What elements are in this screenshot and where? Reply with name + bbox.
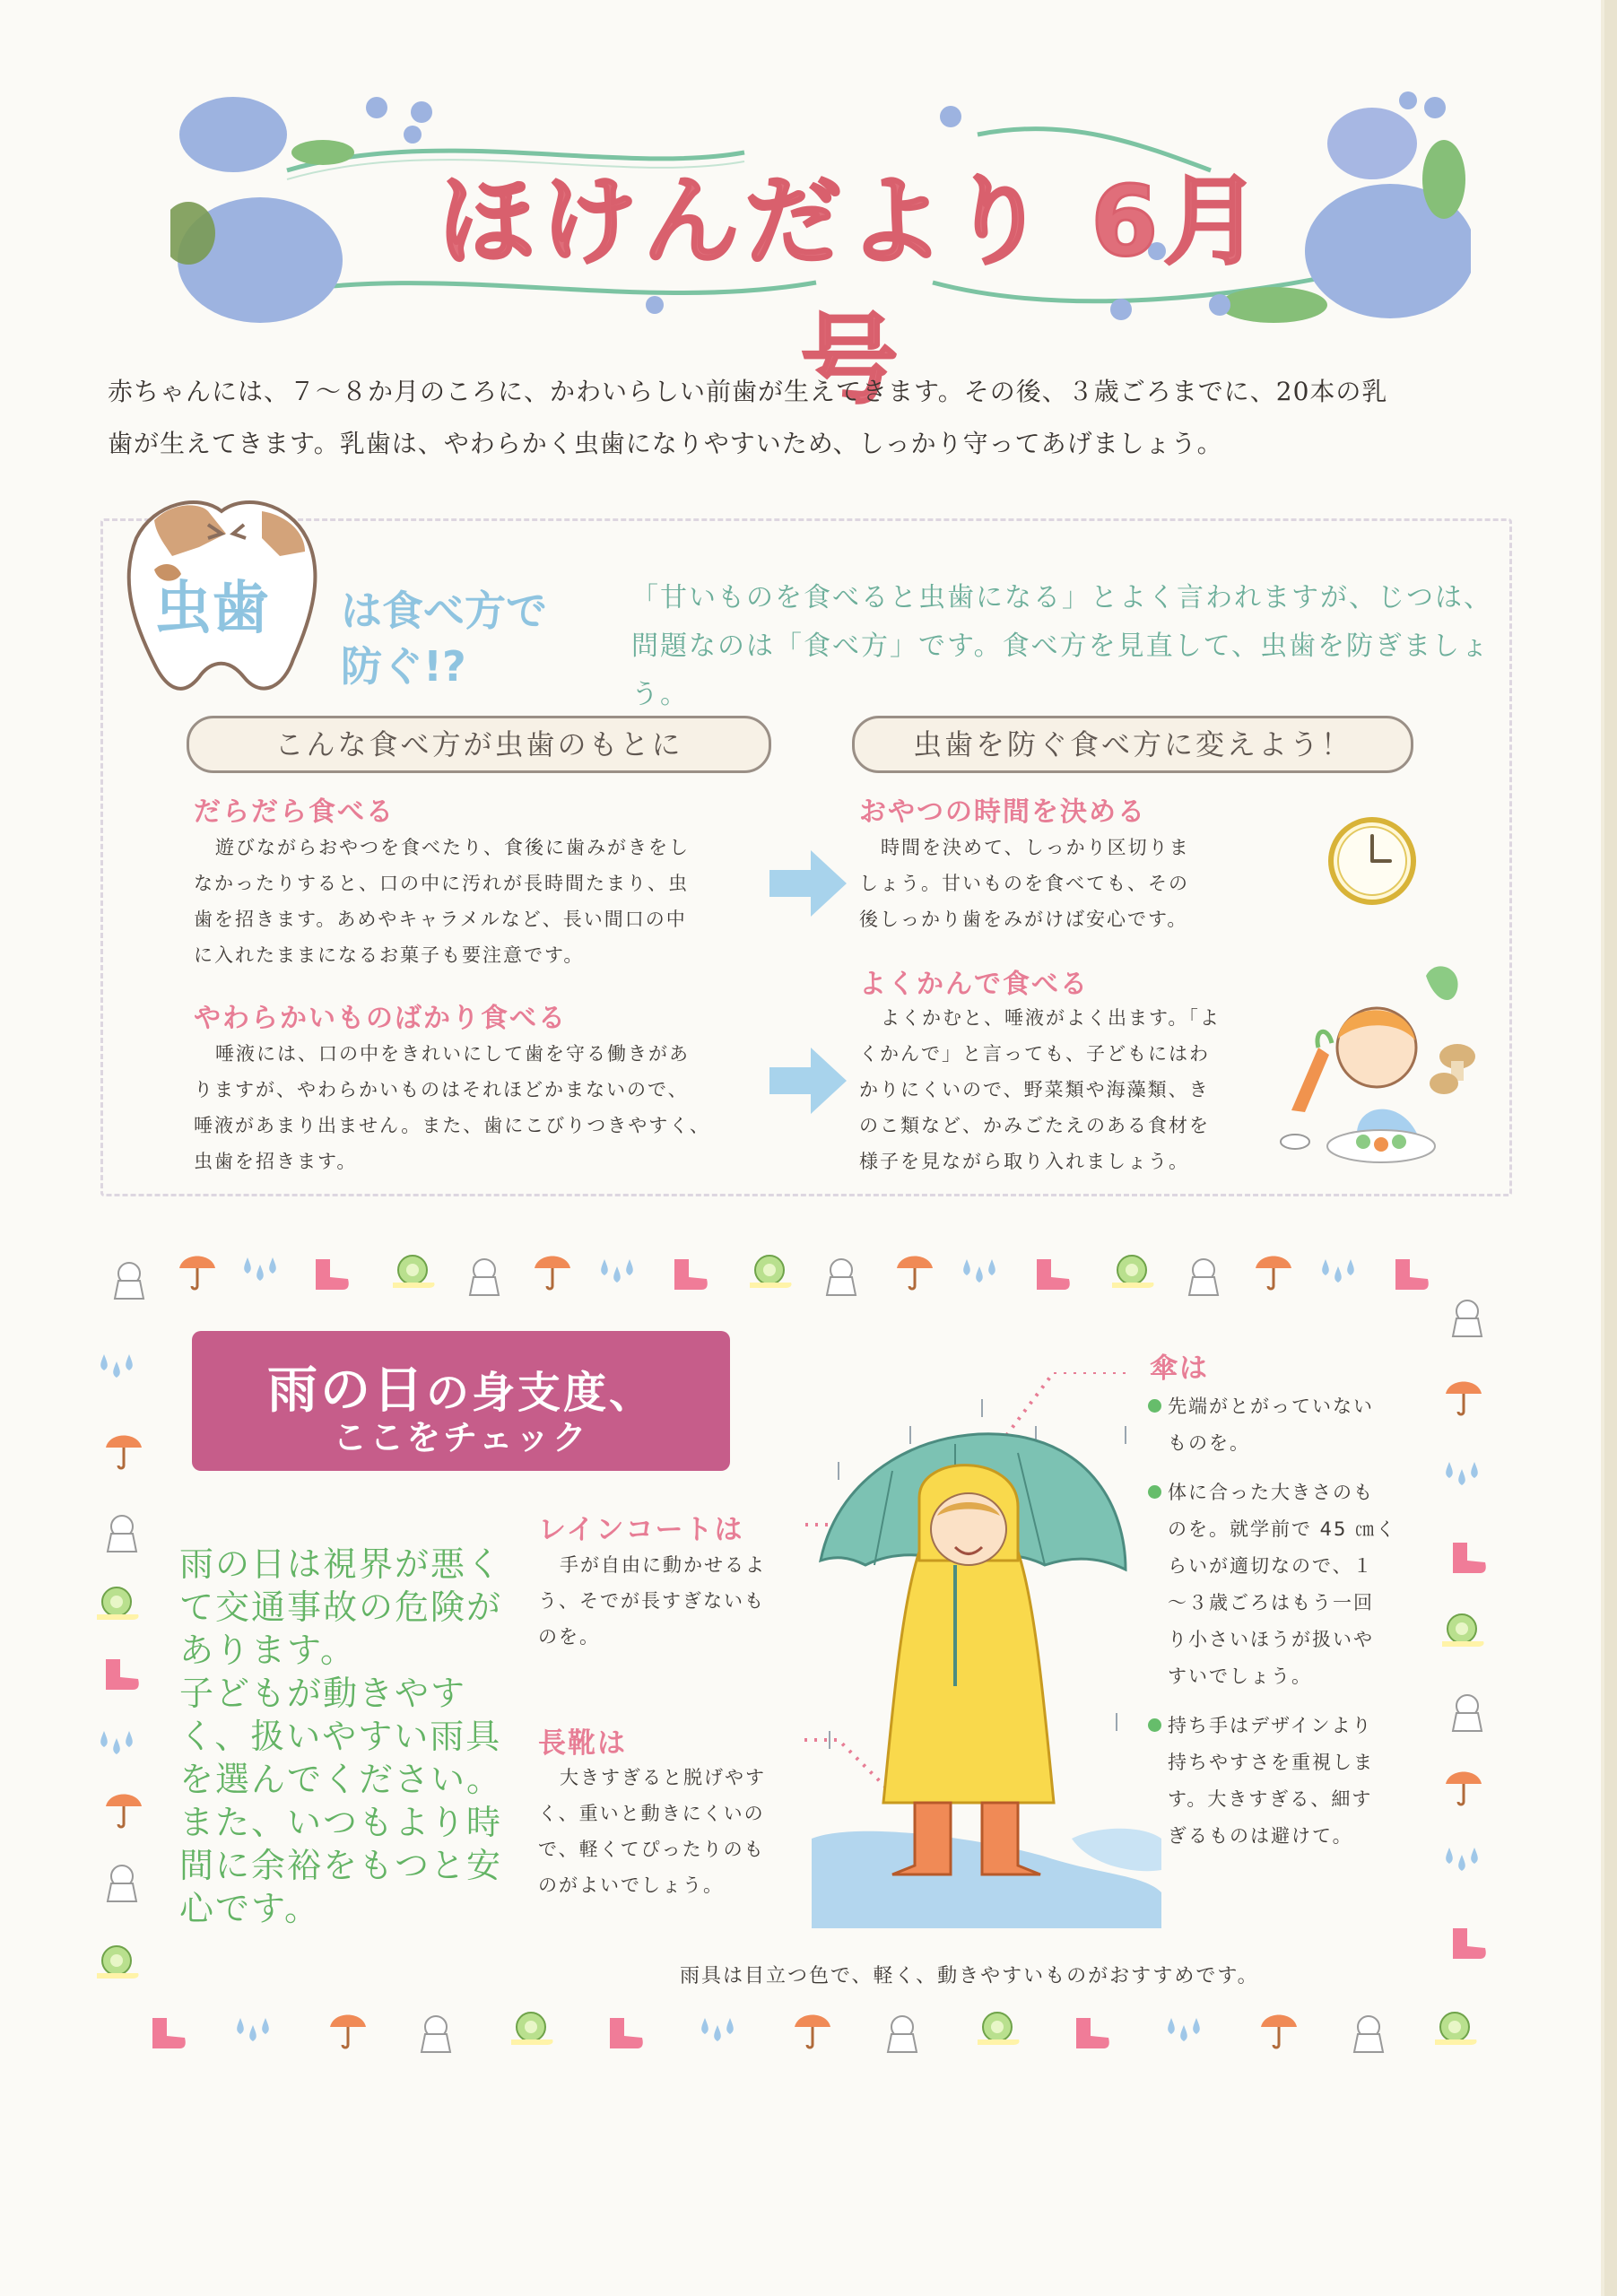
text-line: に入れたままになるお菓子も要注意です。	[194, 944, 585, 966]
cavity-lead-line: 「甘いものを食べると虫歯になる」とよく言われますが、じつは、	[631, 582, 1492, 613]
cavity-lead-line: う。	[631, 679, 689, 710]
lead-line: て交通事故の危険が	[179, 1587, 503, 1627]
text-line: く、重いと動きにくいの	[538, 1803, 765, 1824]
cavity-title-sub-line: 防ぐ!?	[341, 642, 466, 691]
text-line: ～３歳ごろはもう一回	[1168, 1592, 1374, 1613]
cavity-title-sub	[341, 583, 610, 694]
bad-habit-text	[194, 1036, 768, 1179]
good-habits-label: 虫歯を防ぐ食べ方に変えよう！	[852, 716, 1413, 773]
text-line: 後しっかり歯をみがけば安心です。	[859, 909, 1188, 930]
intro-line: 赤ちゃんには、７～８か月のころに、かわいらしい前歯が生えてきます。その後、３歳ごろまでに、20本の乳	[108, 377, 1388, 406]
newsletter-title: ほけんだより 6月号	[438, 166, 1266, 417]
text-line: らいが適切なので、１	[1168, 1555, 1374, 1577]
text-line: りますが、やわらかいものはそれほどかまないので、	[194, 1079, 689, 1100]
hydrangea-left-icon	[170, 97, 354, 323]
good-habit-text	[859, 1000, 1272, 1179]
rain-gear-caption: 雨具は目立つ色で、軽く、動きやすいものがおすすめです。	[680, 1965, 1259, 1987]
lead-line: また、いつもより時	[179, 1803, 503, 1842]
cavity-lead-line: 問題なのは「食べ方」です。食べ方を見直して、虫歯を防ぎましょ	[631, 631, 1490, 662]
text-line: 持ち手はデザインより	[1168, 1715, 1373, 1736]
text-line: 虫歯を招きます。	[194, 1151, 358, 1172]
text-line: す。大きすぎる、細す	[1168, 1788, 1373, 1810]
text-line: 歯を招きます。あめやキャラメルなど、長い間口の中	[194, 909, 687, 930]
intro-line: 歯が生えてきます。乳歯は、やわらかく虫歯になりやすいため、しっかり守ってあげましょう。	[108, 429, 1223, 458]
paper-edge-shadow	[1601, 0, 1604, 2296]
lead-line: 心です。	[179, 1889, 320, 1928]
text-line: のがよいでしょう。	[538, 1874, 724, 1896]
lead-line: 間に余裕をもつと安	[179, 1846, 503, 1885]
text-line: のこ類など、かみごたえのある食材を	[859, 1115, 1210, 1136]
lead-line: 子どもが動きやす	[179, 1674, 467, 1713]
cavity-title-main: 虫歯	[154, 576, 269, 642]
child-in-raincoat-illustration	[803, 1372, 1161, 1928]
text-line: り小さいほうが扱いや	[1168, 1629, 1374, 1650]
text-line: のを。	[538, 1626, 600, 1648]
text-line: 持ちやすさを重視しま	[1168, 1752, 1374, 1773]
text-line: かりにくいので、野菜類や海藻類、き	[859, 1079, 1210, 1100]
text-line: 大きすぎると脱げやす	[560, 1767, 766, 1788]
bad-habit-heading: やわらかいものばかり食べる	[194, 1003, 567, 1034]
right-arrow-icon	[769, 850, 847, 917]
bad-habit-text	[194, 830, 768, 973]
text-line: くかんで」と言っても、子どもにはわ	[859, 1043, 1210, 1065]
paper-edge	[1604, 0, 1617, 2296]
text-line: で、軽くてぴったりのも	[538, 1839, 765, 1860]
umbrella-tips	[1148, 1388, 1435, 1867]
text-line: 唾液には、口の中をきれいにして歯を守る働きがあ	[215, 1043, 690, 1065]
good-habit-heading: おやつの時間を決める	[859, 796, 1146, 828]
good-habit-heading: よくかんで食べる	[859, 969, 1089, 1000]
raincoat-text	[538, 1547, 816, 1655]
cavity-lead	[631, 574, 1492, 719]
text-line: う、そでが長すぎないも	[538, 1590, 765, 1612]
text-line: 手が自由に動かせるよ	[560, 1554, 766, 1576]
umbrella-tip	[1148, 1708, 1435, 1855]
text-line: 遊びながらおやつを食べたり、食後に歯みがきをし	[215, 837, 690, 858]
lead-line: あります。	[179, 1631, 356, 1670]
text-line: ぎるものは避けて。	[1168, 1825, 1353, 1847]
bad-habits-label: こんな食べ方が虫歯のもとに	[187, 716, 771, 773]
cavity-title-sub-line: は食べ方で	[341, 587, 547, 635]
boots-heading: 長靴は	[538, 1727, 627, 1760]
text-line: なかったりすると、口の中に汚れが長時間たまり、虫	[194, 873, 689, 894]
text-line: ものを。	[1168, 1432, 1250, 1454]
banner-line-2: ここをチェック	[333, 1418, 589, 1457]
right-arrow-icon	[769, 1048, 847, 1114]
bullet-dot-icon	[1148, 1485, 1161, 1499]
umbrella-tip	[1148, 1474, 1435, 1695]
clock-icon	[1323, 816, 1421, 906]
bullet-dot-icon	[1148, 1718, 1161, 1732]
bad-habit-heading: だらだら食べる	[194, 796, 395, 828]
good-habit-text	[859, 830, 1254, 937]
tooth-icon	[100, 484, 343, 709]
umbrella-heading: 傘は	[1150, 1352, 1209, 1385]
text-line: 先端がとがっていない	[1168, 1396, 1374, 1417]
text-line: しょう。甘いものを食べても、その	[859, 873, 1189, 894]
boots-text	[538, 1760, 816, 1903]
text-line: 唾液があまり出ません。また、歯にこびりつきやすく、	[194, 1115, 710, 1136]
banner-big-text: 雨の日	[266, 1361, 426, 1420]
text-line: よくかむと、唾液がよく出ます。「よ	[881, 1007, 1221, 1029]
boy-eating-illustration	[1274, 958, 1498, 1173]
text-line: すいでしょう。	[1168, 1665, 1312, 1687]
raincoat-heading: レインコートは	[538, 1514, 744, 1546]
text-line: 様子を見ながら取り入れましょう。	[859, 1151, 1189, 1172]
text-line: 体に合った大きさのも	[1168, 1482, 1374, 1503]
umbrella-tip	[1148, 1388, 1435, 1462]
rainy-day-banner	[192, 1331, 730, 1471]
rainy-day-lead	[179, 1543, 524, 1930]
bullet-dot-icon	[1148, 1399, 1161, 1413]
intro-paragraph	[108, 366, 1507, 470]
lead-line: く、扱いやすい雨具	[179, 1717, 502, 1756]
lead-line: 雨の日は視界が悪く	[179, 1544, 503, 1584]
text-line: 時間を決めて、しっかり区切りま	[881, 837, 1190, 858]
lead-line: を選んでください。	[179, 1760, 503, 1799]
banner-small-text: の身支度、	[425, 1368, 655, 1418]
text-line: のを。就学前で 45 ㎝く	[1168, 1518, 1397, 1540]
